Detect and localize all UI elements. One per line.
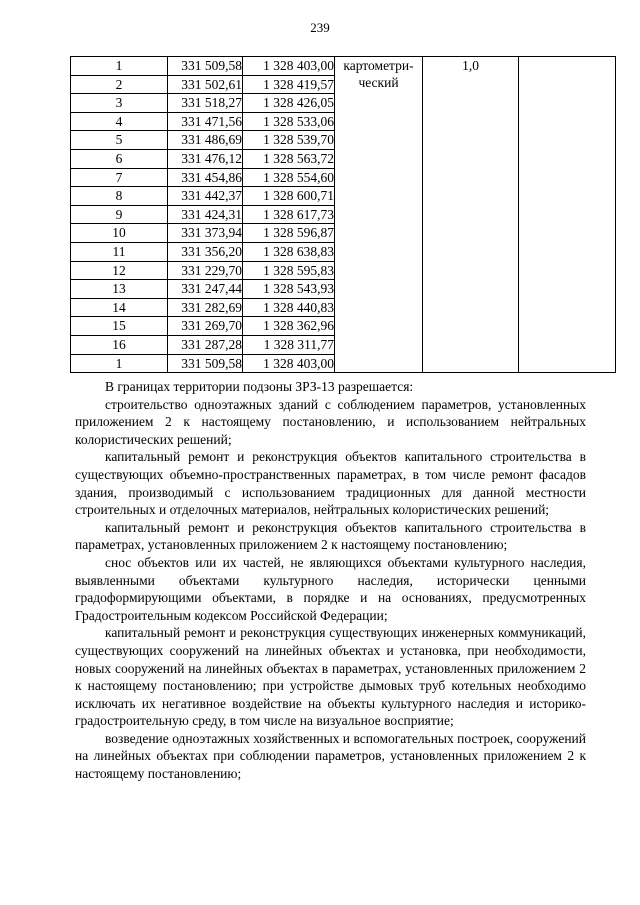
coord-y: 1 328 426,05: [243, 94, 335, 113]
coord-x: 331 229,70: [168, 261, 243, 280]
coord-y: 1 328 563,72: [243, 149, 335, 168]
coord-x: 331 509,58: [168, 57, 243, 76]
coord-y: 1 328 440,83: [243, 298, 335, 317]
point-number: 6: [71, 149, 168, 168]
page-number: 239: [310, 20, 330, 35]
coord-x: 331 518,27: [168, 94, 243, 113]
coord-x: 331 509,58: [168, 354, 243, 373]
coord-x: 331 424,31: [168, 205, 243, 224]
method-line-2: ческий: [358, 75, 399, 90]
coordinates-table: [70, 56, 616, 373]
coord-y: 1 328 403,00: [243, 57, 335, 76]
paragraph: капитальный ремонт и реконструкция существующих инженерных коммуникаций, существующих сооружений на линейных объектах и установка, при необходимости, новых сооружений на линейных объектах в параметрах, установленных приложением 2 к настоящему постановлению; при устройстве дымовых труб котельных необходимо исключать их негативное воздействие на объекты культурного наследия и историко-градостроительную среду, в том числе на визуальное восприятие;: [75, 625, 586, 729]
coord-y: 1 328 362,96: [243, 317, 335, 336]
coord-y: 1 328 543,93: [243, 280, 335, 299]
coord-x: 331 471,56: [168, 112, 243, 131]
coord-x: 331 282,69: [168, 298, 243, 317]
point-number: 9: [71, 205, 168, 224]
paragraph: строительство одноэтажных зданий с соблюдением параметров, установленных приложением 2 к настоящему постановлению, и использованием нейтральных колористических решений;: [75, 396, 586, 447]
table-row: [71, 57, 616, 76]
point-number: 15: [71, 317, 168, 336]
coord-x: 331 356,20: [168, 242, 243, 261]
paragraph: капитальный ремонт и реконструкция объектов капитального строительства в параметрах, установленных приложением 2 к настоящему постановлению;: [75, 519, 586, 553]
point-number: 5: [71, 131, 168, 150]
coord-x: 331 247,44: [168, 280, 243, 299]
point-number: 3: [71, 94, 168, 113]
coord-y: 1 328 596,87: [243, 224, 335, 243]
accuracy-cell: 1,0: [423, 57, 519, 373]
coord-x: 331 502,61: [168, 75, 243, 94]
paragraph: возведение одноэтажных хозяйственных и вспомогательных построек, сооружений на линейных объектах при соблюдении параметров, установленных приложением 2 к настоящему постановлению;: [75, 730, 586, 782]
coord-y: 1 328 539,70: [243, 131, 335, 150]
point-number: 1: [71, 57, 168, 76]
coord-y: 1 328 600,71: [243, 187, 335, 206]
point-number: 8: [71, 187, 168, 206]
point-number: 13: [71, 280, 168, 299]
coord-x: 331 269,70: [168, 317, 243, 336]
point-number: 4: [71, 112, 168, 131]
coord-y: 1 328 595,83: [243, 261, 335, 280]
coord-x: 331 476,12: [168, 149, 243, 168]
point-number: 7: [71, 168, 168, 187]
point-number: 1: [71, 354, 168, 373]
method-cell: [335, 57, 423, 373]
coordinates-table-body: [71, 57, 616, 373]
coord-y: 1 328 533,06: [243, 112, 335, 131]
coord-x: 331 287,28: [168, 335, 243, 354]
point-number: 12: [71, 261, 168, 280]
coord-y: 1 328 419,57: [243, 75, 335, 94]
point-number: 16: [71, 335, 168, 354]
point-number: 2: [71, 75, 168, 94]
paragraph: капитальный ремонт и реконструкция объектов капитального строительства в существующих объемно-пространственных параметрах, в том числе ремонт фасадов здания, производимый с использованием традиционных для данной местности строительных и отделочных материалов, нейтральных колористических решений;: [75, 449, 586, 518]
coord-x: 331 454,86: [168, 168, 243, 187]
point-number: 11: [71, 242, 168, 261]
paragraph: снос объектов или их частей, не являющихся объектами культурного наследия, выявленными объектами культурного наследия, исторически ценными градоформирующими объектами, в порядке и на основаниях, предусмотренных Градостроительным кодексом Российской Федерации;: [75, 554, 586, 623]
paragraph-intro: В границах территории подзоны ЗРЗ-13 разрешается:: [105, 379, 414, 394]
coord-x: 331 373,94: [168, 224, 243, 243]
coord-y: 1 328 311,77: [243, 335, 335, 354]
coord-y: 1 328 554,60: [243, 168, 335, 187]
point-number: 10: [71, 224, 168, 243]
coord-x: 331 486,69: [168, 131, 243, 150]
empty-cell: [519, 57, 616, 373]
coord-x: 331 442,37: [168, 187, 243, 206]
method-line-1: картометри-: [343, 58, 414, 73]
coord-y: 1 328 638,83: [243, 242, 335, 261]
coord-y: 1 328 403,00: [243, 354, 335, 373]
body-text: [75, 378, 586, 783]
point-number: 14: [71, 298, 168, 317]
coord-y: 1 328 617,73: [243, 205, 335, 224]
